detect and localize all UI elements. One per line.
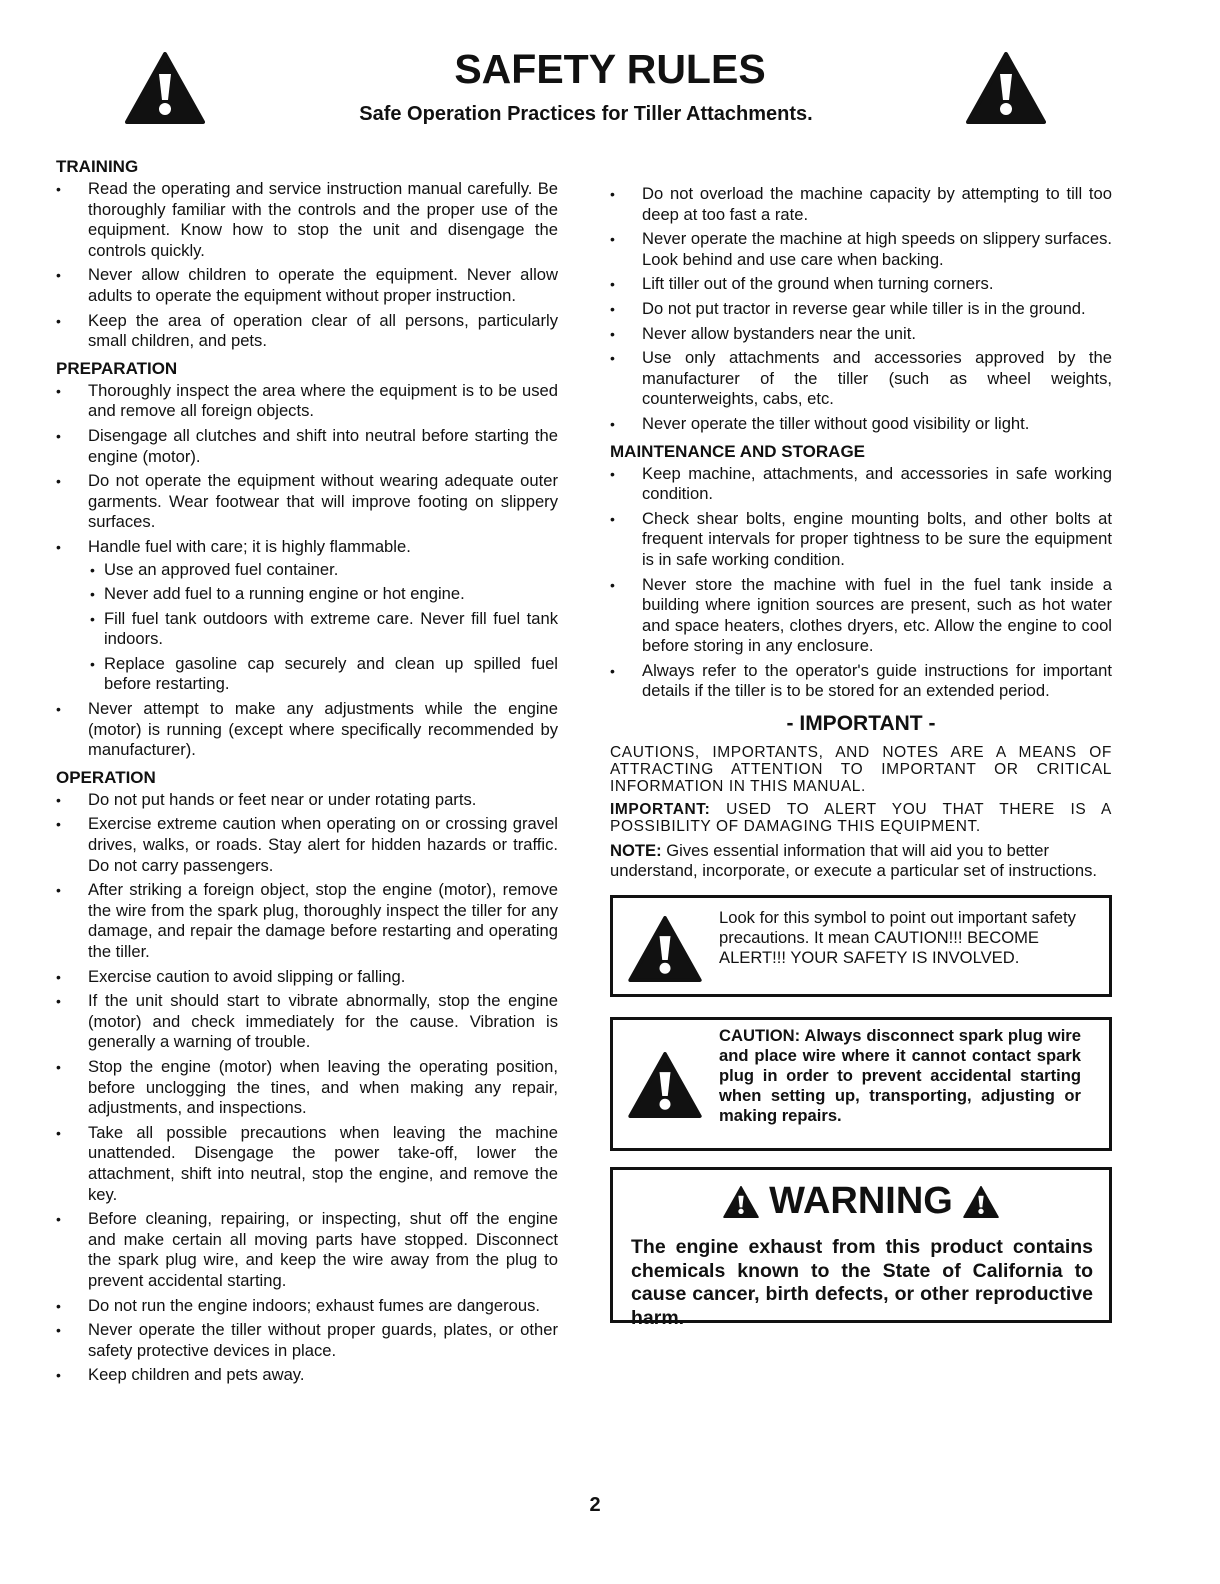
note-label: NOTE:	[610, 841, 662, 861]
list-item: • Do not run the engine indoors; exhaust fumes are dangerous.	[56, 1296, 558, 1317]
important-definition	[610, 801, 1112, 835]
alert-triangle-icon	[627, 1052, 703, 1118]
important-text: USED TO ALERT YOU THAT THERE IS A POSSIBILITY OF DAMAGING THIS EQUIPMENT.	[610, 801, 1112, 836]
sub-list-item: • Fill fuel tank outdoors with extreme care. Never fill fuel tank indoors.	[88, 609, 558, 650]
list-item: • Thoroughly inspect the area where the equipment is to be used and remove all foreign objects.	[56, 381, 558, 422]
list-item: • Keep the area of operation clear of all persons, particularly small children, and pets.	[56, 311, 558, 352]
important-intro: CAUTIONS, IMPORTANTS, AND NOTES ARE A MEANS OF ATTRACTING ATTENTION TO IMPORTANT OR CRITICAL INFORMATION IN THIS MANUAL.	[610, 744, 1112, 796]
alert-triangle-icon	[627, 916, 703, 982]
list-item: • Never allow children to operate the equipment. Never allow adults to operate the equipment without proper instruction.	[56, 265, 558, 306]
list-item: • Exercise caution to avoid slipping or falling.	[56, 967, 558, 988]
preparation-heading: PREPARATION	[56, 358, 178, 378]
alert-triangle-icon	[963, 1186, 999, 1218]
page-subtitle: Safe Operation Practices for Tiller Attachments.	[359, 103, 813, 125]
training-heading: TRAINING	[56, 157, 139, 176]
operation-list	[56, 790, 558, 1386]
list-item: • Exercise extreme caution when operating on or crossing gravel drives, walks, or roads. Stay alert for hidden hazards or traffic. Do not carry passengers.	[56, 814, 558, 876]
alert-triangle-icon	[723, 1186, 759, 1218]
alert-triangle-icon	[966, 52, 1046, 124]
important-heading: - IMPORTANT -	[786, 712, 936, 736]
note-definition	[610, 841, 1112, 881]
preparation-list	[56, 381, 558, 761]
safety-symbol-box	[610, 895, 1112, 997]
training-list	[56, 179, 558, 352]
list-item: • Take all possible precautions when leaving the machine unattended. Disengage the power take-off, lower the attachment, shift into neutral, stop the engine, and remove the key.	[56, 1123, 558, 1205]
warning-text: The engine exhaust from this product contains chemicals known to the State of California to cause cancer, birth defects, or other reproductive harm.	[631, 1236, 1093, 1329]
operation-heading: OPERATION	[56, 767, 156, 787]
list-item: • Keep machine, attachments, and accessories in safe working condition.	[610, 464, 1112, 505]
list-item: • Do not overload the machine capacity by attempting to till too deep at too fast a rate.	[610, 184, 1112, 225]
warning-title-row	[613, 1180, 1109, 1223]
fuel-sublist	[88, 560, 558, 696]
fuel-item-text: Handle fuel with care; it is highly flammable.	[88, 536, 411, 556]
maintenance-list	[610, 464, 1112, 703]
safety-symbol-text: Look for this symbol to point out important safety precautions. It mean CAUTION!!! BECOME ALERT!!! YOUR SAFETY IS INVOLVED.	[719, 908, 1076, 968]
list-item: • Read the operating and service instruction manual carefully. Be thoroughly familiar with the controls and the proper use of the equipment. Know how to stop the unit and disengage the controls quickly.	[56, 179, 558, 261]
list-item: • Lift tiller out of the ground when turning corners.	[610, 274, 1112, 295]
right-column	[610, 184, 1112, 1329]
list-item: • Do not put hands or feet near or under rotating parts.	[56, 790, 558, 811]
list-item	[56, 537, 558, 695]
sub-list-item: • Use an approved fuel container.	[88, 560, 558, 581]
note-text: Gives essential information that will aid you to better understand, incorporate, or execute a particular set of instructions.	[610, 841, 1098, 881]
sub-list-item: • Replace gasoline cap securely and clean up spilled fuel before restarting.	[88, 654, 558, 695]
list-item: • Never store the machine with fuel in the fuel tank inside a building where ignition sources are present, such as hot water and space heaters, clothes dryers, etc. Allow the engine to cool before storing in any enclosure.	[610, 575, 1112, 657]
list-item: • Use only attachments and accessories approved by the manufacturer of the tiller (such as wheel weights, counterweights, cabs, etc.	[610, 348, 1112, 410]
list-item: • Do not put tractor in reverse gear while tiller is in the ground.	[610, 299, 1112, 320]
list-item: • Check shear bolts, engine mounting bolts, and other bolts at frequent intervals for proper tightness to be sure the equipment is in safe working condition.	[610, 509, 1112, 571]
caution-text: CAUTION: Always disconnect spark plug wire and place wire where it cannot contact spark plug in order to prevent accidental starting when setting up, transporting, adjusting or making repairs.	[719, 1026, 1081, 1126]
page-number: 2	[589, 1494, 601, 1516]
caution-box	[610, 1017, 1112, 1151]
list-item: • Never attempt to make any adjustments while the engine (motor) is running (except where specifically recommended by manufacturer).	[56, 699, 558, 761]
left-column	[56, 150, 558, 1390]
list-item: • Never operate the tiller without proper guards, plates, or other safety protective devices in place.	[56, 1320, 558, 1361]
list-item: • Never operate the machine at high speeds on slippery surfaces. Look behind and use care when backing.	[610, 229, 1112, 270]
warning-box	[610, 1167, 1112, 1329]
list-item: • After striking a foreign object, stop the engine (motor), remove the wire from the spark plug, thoroughly inspect the tiller for any damage, and repair the damage before restarting and operating the tiller.	[56, 880, 558, 962]
operation-continued-list	[610, 184, 1112, 435]
list-item: • Never allow bystanders near the unit.	[610, 324, 1112, 345]
warning-title: WARNING	[769, 1180, 953, 1223]
list-item: • Before cleaning, repairing, or inspecting, shut off the engine and make certain all moving parts have stopped. Disconnect the spark plug wire, and keep the wire away from the plug to prevent accidental starting.	[56, 1209, 558, 1291]
sub-list-item: • Never add fuel to a running engine or hot engine.	[88, 584, 558, 605]
list-item: • Never operate the tiller without good visibility or light.	[610, 414, 1112, 435]
list-item: • Disengage all clutches and shift into neutral before starting the engine (motor).	[56, 426, 558, 467]
important-label: IMPORTANT:	[610, 801, 711, 819]
list-item: • Do not operate the equipment without wearing adequate outer garments. Wear footwear that will improve footing on slippery surfaces.	[56, 471, 558, 533]
list-item: • Stop the engine (motor) when leaving the operating position, before unclogging the tines, and when making any repair, adjustments, and inspections.	[56, 1057, 558, 1119]
list-item: • Keep children and pets away.	[56, 1365, 558, 1386]
list-item: • Always refer to the operator's guide instructions for important details if the tiller is to be stored for an extended period.	[610, 661, 1112, 702]
maintenance-heading: MAINTENANCE AND STORAGE	[610, 441, 866, 461]
list-item: • If the unit should start to vibrate abnormally, stop the engine (motor) and check immediately for the cause. Vibration is generally a warning of trouble.	[56, 991, 558, 1053]
page-title: SAFETY RULES	[454, 46, 766, 92]
